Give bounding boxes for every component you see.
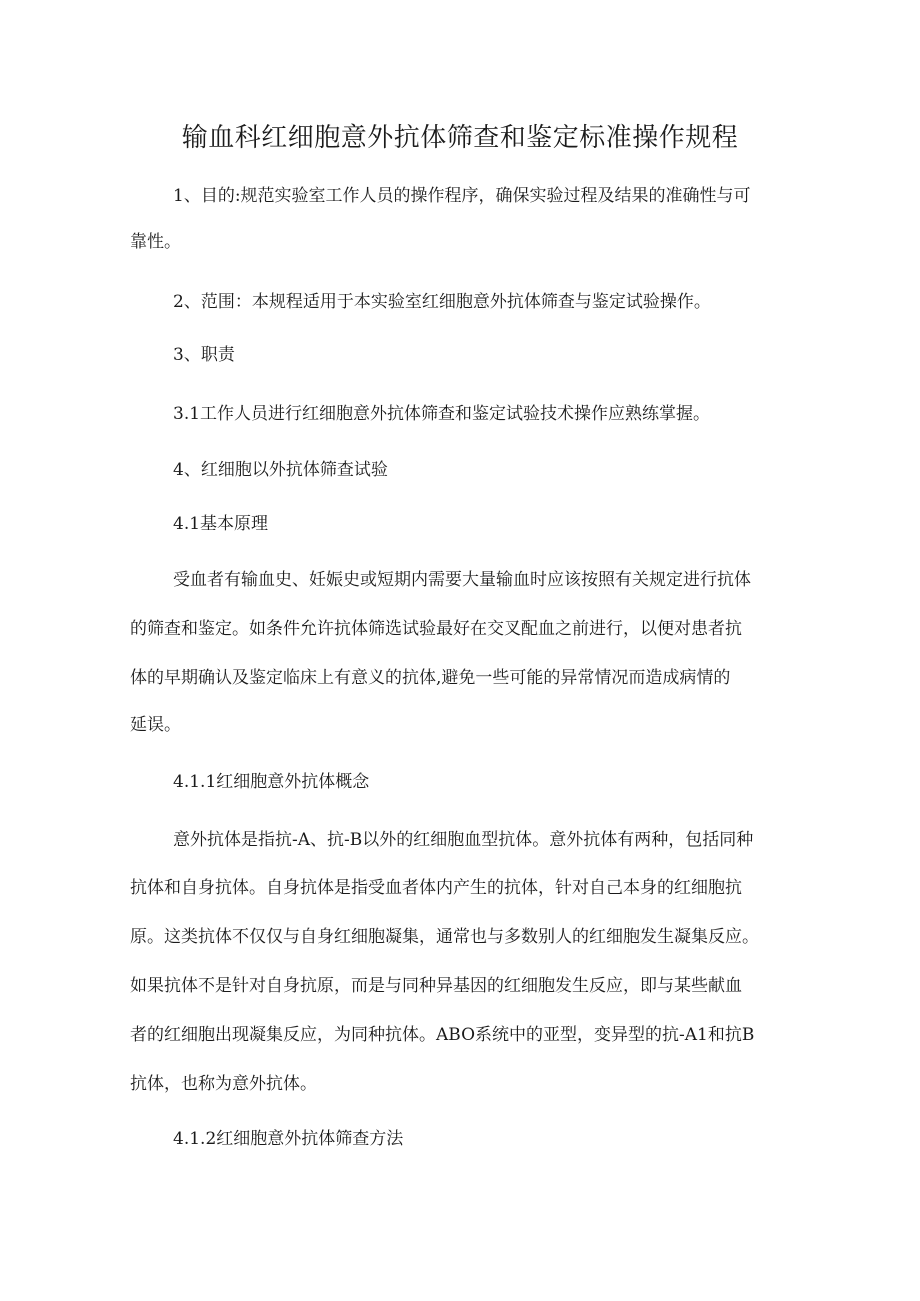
purpose-line-2: 靠性。 [130, 232, 181, 252]
section-4-1-2-heading: 4.1.2红细胞意外抗体筛查方法 [173, 1129, 404, 1149]
section-4-heading: 4、红细胞以外抗体筛查试验 [173, 460, 388, 480]
section-4-1-1-heading: 4.1.1红细胞意外抗体概念 [173, 772, 370, 792]
scope-paragraph: 2、范围：本规程适用于本实验室红细胞意外抗体筛查与鉴定试验操作。 [173, 292, 711, 312]
principle-line-2: 的筛查和鉴定。如条件允许抗体筛选试验最好在交叉配血之前进行，以便对患者抗 [130, 619, 742, 639]
concept-line-5: 者的红细胞出现凝集反应，为同种抗体。ABO系统中的亚型，变异型的抗-A1和抗B [130, 1025, 755, 1045]
principle-line-3: 体的早期确认及鉴定临床上有意义的抗体,避免一些可能的异常情况而造成病情的 [130, 668, 731, 688]
concept-line-3: 原。这类抗体不仅仅与自身红细胞凝集，通常也与多数别人的红细胞发生凝集反应。 [130, 927, 759, 947]
purpose-line-1: 1、目的:规范实验室工作人员的操作程序，确保实验过程及结果的准确性与可 [173, 186, 751, 206]
document-title: 输血科红细胞意外抗体筛查和鉴定标准操作规程 [181, 123, 739, 153]
concept-line-2: 抗体和自身抗体。自身抗体是指受血者体内产生的抗体，针对自己本身的红细胞抗 [130, 878, 742, 898]
concept-line-1: 意外抗体是指抗-A、抗-B以外的红细胞血型抗体。意外抗体有两种，包括同种 [173, 830, 754, 850]
responsibility-3-1: 3.1工作人员进行红细胞意外抗体筛查和鉴定试验技术操作应熟练掌握。 [173, 404, 711, 424]
principle-line-4: 延误。 [130, 715, 181, 735]
principle-line-1: 受血者有输血史、妊娠史或短期内需要大量输血时应该按照有关规定进行抗体 [173, 570, 751, 590]
concept-line-6: 抗体，也称为意外抗体。 [130, 1074, 317, 1094]
responsibility-heading: 3、职责 [173, 345, 235, 365]
section-4-1-heading: 4.1基本原理 [173, 514, 269, 534]
concept-line-4: 如果抗体不是针对自身抗原，而是与同种异基因的红细胞发生反应，即与某些献血 [130, 976, 742, 996]
